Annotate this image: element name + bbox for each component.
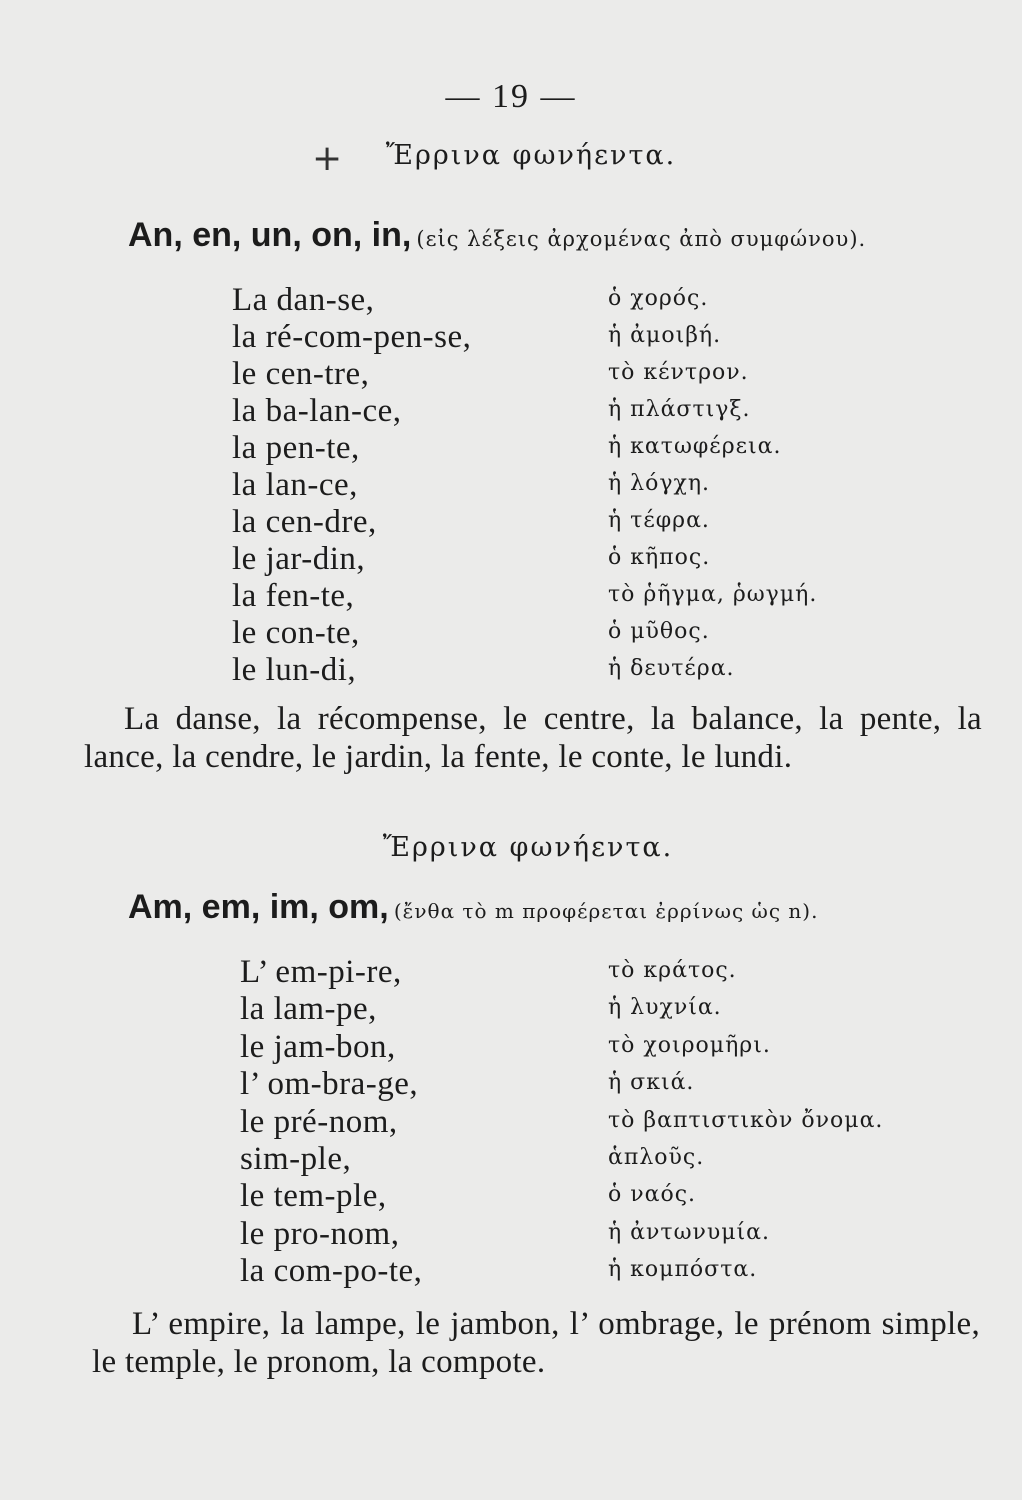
vocab-row — [240, 1029, 960, 1066]
section-1-rule — [128, 216, 1022, 255]
section-2-vocabulary-list — [240, 954, 960, 1291]
greek-translation: ἡ δευτέρα. — [608, 656, 735, 681]
vocab-row — [232, 504, 952, 541]
greek-translation: ἡ κατωφέρεια. — [608, 434, 782, 459]
greek-translation: ἡ πλάστιγξ. — [608, 397, 751, 422]
greek-translation: ἡ τέφρα. — [608, 508, 710, 533]
vocab-row — [232, 541, 952, 578]
section-2-rule — [128, 888, 1022, 927]
french-word: le tem-ple, — [240, 1178, 387, 1215]
french-word: la cen-dre, — [232, 504, 377, 540]
greek-translation: τὸ κράτος. — [608, 958, 737, 983]
vocab-row — [232, 282, 952, 319]
vocab-row — [232, 430, 952, 467]
section-2-rule-note: (ἔνθα τὸ m προφέρεται ἐρρίνως ὡς n). — [393, 899, 819, 923]
french-word: la lam-pe, — [240, 991, 377, 1028]
vocab-row — [232, 578, 952, 615]
french-word: l’ om-bra-ge, — [240, 1066, 419, 1103]
vocab-row — [232, 652, 952, 689]
vocab-row — [240, 1216, 960, 1253]
greek-translation: ἡ κομπόστα. — [608, 1257, 758, 1283]
section-1-vocabulary-list — [232, 282, 952, 689]
french-word: le lun-di, — [232, 652, 357, 688]
vocab-row — [232, 393, 952, 430]
greek-translation: ὁ κῆπος. — [608, 545, 711, 570]
section-2-rule-letters: Am, em, im, om, — [128, 888, 389, 926]
greek-translation: ἡ λυχνία. — [608, 995, 722, 1021]
greek-translation: ἡ ἀντωνυμία. — [608, 1219, 771, 1245]
vocab-row — [240, 1104, 960, 1141]
handwritten-cross-mark: + — [312, 138, 343, 179]
french-word: le cen-tre, — [232, 356, 370, 392]
french-word: la com-po-te, — [240, 1253, 423, 1290]
greek-translation: τὸ βαπτιστικὸν ὄνομα. — [608, 1107, 884, 1133]
section-2-paragraph: L’ empire, la lampe, le jambon, l’ ombrage, le prénom simple, le temple, le pronom, la compote. — [92, 1306, 980, 1380]
french-word: la lan-ce, — [232, 467, 358, 503]
french-word: L’ em-pi-re, — [240, 954, 402, 990]
french-word: le jam-bon, — [240, 1028, 396, 1065]
greek-translation: ἡ λόγχη. — [608, 471, 711, 496]
french-word: le pro-nom, — [240, 1215, 400, 1252]
greek-translation: ἁπλοῦς. — [608, 1144, 705, 1170]
french-word: le pré-nom, — [240, 1103, 398, 1140]
section-1-paragraph: La danse, la récompense, le centre, la balance, la pente, la lance, la cendre, le jardin, la fente, le conte, le lundi. — [84, 701, 982, 775]
vocab-row — [232, 615, 952, 652]
vocab-row — [232, 467, 952, 504]
vocab-row — [232, 356, 952, 393]
greek-translation: ὁ ναός. — [608, 1182, 697, 1208]
page-number: — 19 — — [445, 78, 577, 115]
french-word: sim-ple, — [240, 1140, 352, 1177]
french-word: la ré-com-pen-se, — [232, 319, 472, 355]
vocab-row — [240, 954, 960, 991]
french-word: la ba-lan-ce, — [232, 393, 402, 429]
vocab-row — [240, 1066, 960, 1103]
vocab-row — [240, 1141, 960, 1178]
vocab-row — [240, 1178, 960, 1215]
section-1-rule-letters: An, en, un, on, in, — [128, 216, 412, 254]
french-word: La dan-se, — [232, 282, 375, 318]
french-word: la fen-te, — [232, 578, 355, 614]
greek-translation: ἡ σκιά. — [608, 1070, 695, 1096]
vocab-row — [240, 991, 960, 1028]
greek-translation: ὁ μῦθος. — [608, 619, 710, 644]
greek-translation: ὁ χορός. — [608, 286, 709, 311]
greek-translation: ἡ ἀμοιβή. — [608, 323, 722, 348]
greek-translation: τὸ ῥῆγμα, ῥωγμή. — [608, 582, 818, 607]
french-word: le con-te, — [232, 615, 360, 651]
section-1-heading: Ἔρρινα φωνήεντα. — [385, 140, 677, 171]
section-2-heading: Ἔρρινα φωνήεντα. — [382, 832, 674, 863]
vocab-row — [240, 1253, 960, 1290]
french-word: la pen-te, — [232, 430, 360, 466]
section-1-rule-note: (εἰς λέξεις ἀρχομένας ἀπὸ συμφώνου). — [416, 227, 867, 251]
vocab-row — [232, 319, 952, 356]
greek-translation: τὸ κέντρον. — [608, 360, 749, 385]
greek-translation: τὸ χοιρομῆρι. — [608, 1032, 771, 1058]
french-word: le jar-din, — [232, 541, 366, 577]
